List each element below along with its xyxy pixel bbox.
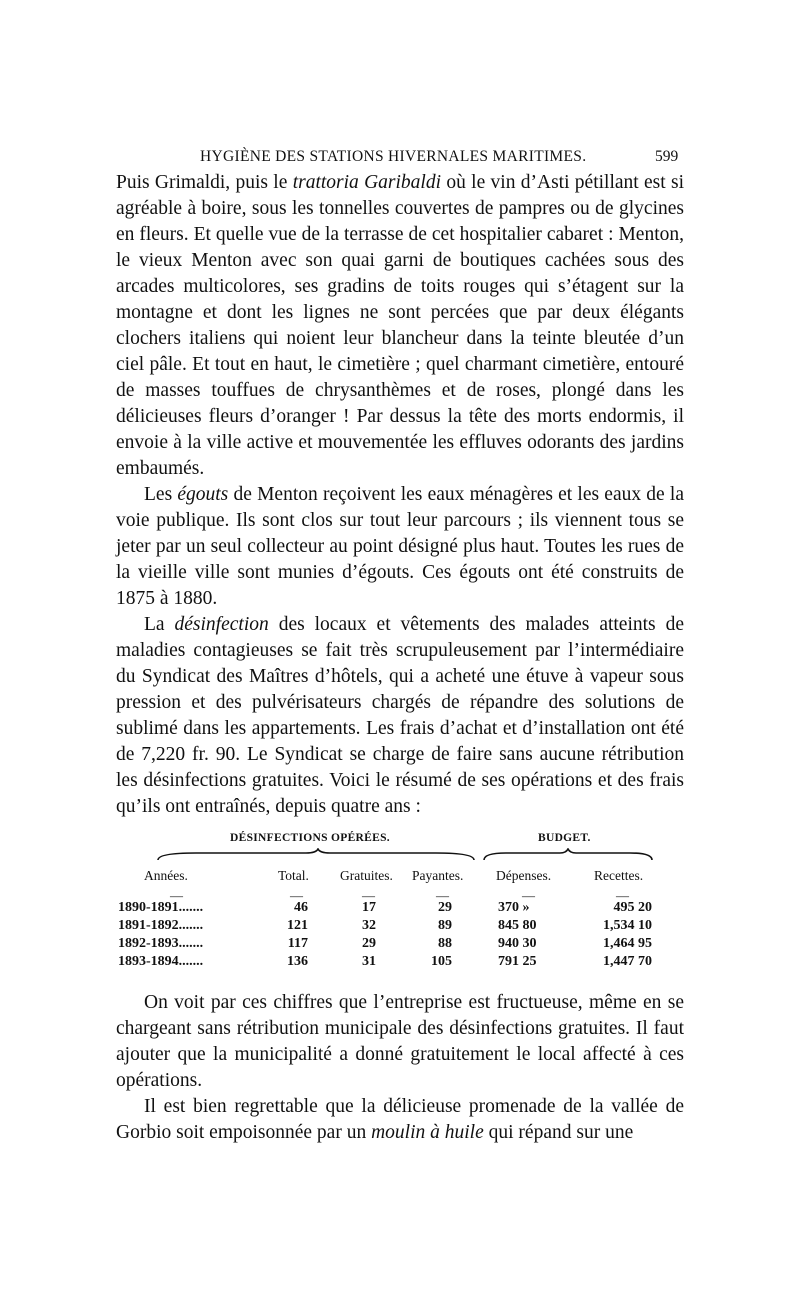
paragraph-text: La (144, 614, 175, 635)
paragraph-text: où le vin d’Asti pétillant est si agréable à boire, sous les tonnelles couvertes de pampres ou de glycines en fleurs. Et quelle vue de la terrasse de cet hospitalier cabaret : Menton, le vieux Menton avec son quai garni de boutiques cachées sous des arcades multicolores, ses gradins de toits rouges qui s’étagent sur la montagne et dont les lignes ne sont percées que par deux élégants clochers italiens qui noient leur blancheur dans la teinte bleutée d’un ciel pâle. Et tout en haut, le cimetière ; quel charmant cimetière, entouré de masses touffues de chrysanthèmes et de roses, plongé dans les délicieuses fleurs d’oranger ! Par dessus la tête des morts endormis, il envoie à la ville active et mouvementée les effluves odorants des jardins embaumés. (116, 172, 684, 479)
column-header-payantes: Payantes. (412, 868, 464, 883)
table-row (118, 900, 658, 918)
group-header-disinfections: DÉSINFECTIONS OPÉRÉES. (230, 832, 390, 844)
italic-term: trattoria Garibaldi (292, 172, 442, 193)
column-header-recettes: Recettes. (594, 868, 644, 883)
paragraph-text: qui répand sur une (483, 1122, 634, 1143)
paragraph-text: Les (144, 484, 178, 505)
column-header-gratuites: Gratuites. (340, 868, 393, 883)
cell-total: 46 (294, 900, 308, 915)
cell-recettes: 495 20 (613, 900, 652, 915)
paragraph-text: des locaux et vêtements des malades atteints de maladies contagieuses se fait très scrupuleusement par l’intermédiaire du Syndicat des Maîtres d’hôtels, qui a acheté une étuve à vapeur sous pression et des pulvérisateurs chargés de répandre des solutions de sublimé dans les appartements. Les frais d’achat et d’installation ont été de 7,220 fr. 90. Le Syndicat se charge de faire sans aucune rétribution les désinfections gratuites. Voici le résumé de ses opérations et des frais qu’ils ont entraînés, depuis quatre ans : (116, 614, 684, 817)
paragraph-desinfection (116, 612, 684, 820)
cell-payantes: 88 (438, 936, 452, 951)
cell-payantes: 105 (431, 954, 452, 969)
cell-annee: 1891-1892....... (118, 918, 204, 933)
group-header-budget: BUDGET. (538, 832, 591, 844)
cell-depenses: 791 25 (498, 954, 537, 969)
table-row (118, 936, 658, 954)
paragraph-grimaldi (116, 170, 684, 482)
cell-gratuites: 29 (362, 936, 376, 951)
cell-gratuites: 31 (362, 954, 376, 969)
column-dash: — (616, 888, 629, 903)
cell-depenses: 940 30 (498, 936, 537, 951)
cell-recettes: 1,447 70 (603, 954, 652, 969)
italic-term: moulin à huile (371, 1122, 484, 1143)
column-dash: — (362, 888, 375, 903)
cell-annee: 1892-1893....... (118, 936, 204, 951)
column-dash: — (436, 888, 449, 903)
cell-total: 117 (287, 936, 308, 951)
cell-recettes: 1,534 10 (603, 918, 652, 933)
cell-payantes: 89 (438, 918, 452, 933)
cell-annee: 1893-1894....... (118, 954, 204, 969)
paragraph-chiffres (116, 990, 684, 1094)
paragraph-egouts (116, 482, 684, 612)
page-number: 599 (655, 148, 679, 165)
paragraph-gorbio (116, 1094, 684, 1146)
cell-recettes: 1,464 95 (603, 936, 652, 951)
column-header-depenses: Dépenses. (496, 868, 552, 883)
column-header-total: Total. (278, 868, 309, 883)
cell-annee: 1890-1891....... (118, 900, 204, 915)
cell-depenses: 845 80 (498, 918, 537, 933)
paragraph-text: Puis Grimaldi, puis le (116, 172, 293, 193)
paragraph-text: On voit par ces chiffres que l’entreprise est fructueuse, même en se chargeant sans rétribution municipale des désinfections gratuites. Il faut ajouter que la municipalité a donné gratuitement le local affecté à ces opérations. (116, 992, 684, 1091)
brace-disinfections (156, 848, 476, 862)
column-dash: — (522, 888, 535, 903)
running-title: HYGIÈNE DES STATIONS HIVERNALES MARITIMES. (200, 148, 587, 165)
italic-term: désinfection (174, 614, 269, 635)
paragraph-text: de Menton reçoivent les eaux ménagères et les eaux de la voie publique. Ils sont clos sur tout leur parcours ; ils viennent tous se jeter par un seul collecteur au point désigné plus haut. Toutes les rues de la vieille ville sont munies d’égouts. Ces égouts ont été construits de 1875 à 1880. (116, 484, 684, 609)
table-row (118, 954, 658, 972)
cell-gratuites: 32 (362, 918, 376, 933)
column-dash: — (170, 888, 183, 903)
table-row (118, 918, 658, 936)
cell-total: 121 (287, 918, 308, 933)
cell-total: 136 (287, 954, 308, 969)
column-dash: — (290, 888, 303, 903)
italic-term: égouts (177, 484, 229, 505)
cell-gratuites: 17 (362, 900, 376, 915)
paragraph-text: Il est bien regrettable que la délicieuse promenade de la vallée de Gorbio soit empoisonnée par un (116, 1096, 684, 1143)
column-header-annees: Années. (144, 868, 188, 883)
brace-budget (482, 848, 654, 862)
cell-payantes: 29 (438, 900, 452, 915)
cell-depenses: 370 » (498, 900, 530, 915)
